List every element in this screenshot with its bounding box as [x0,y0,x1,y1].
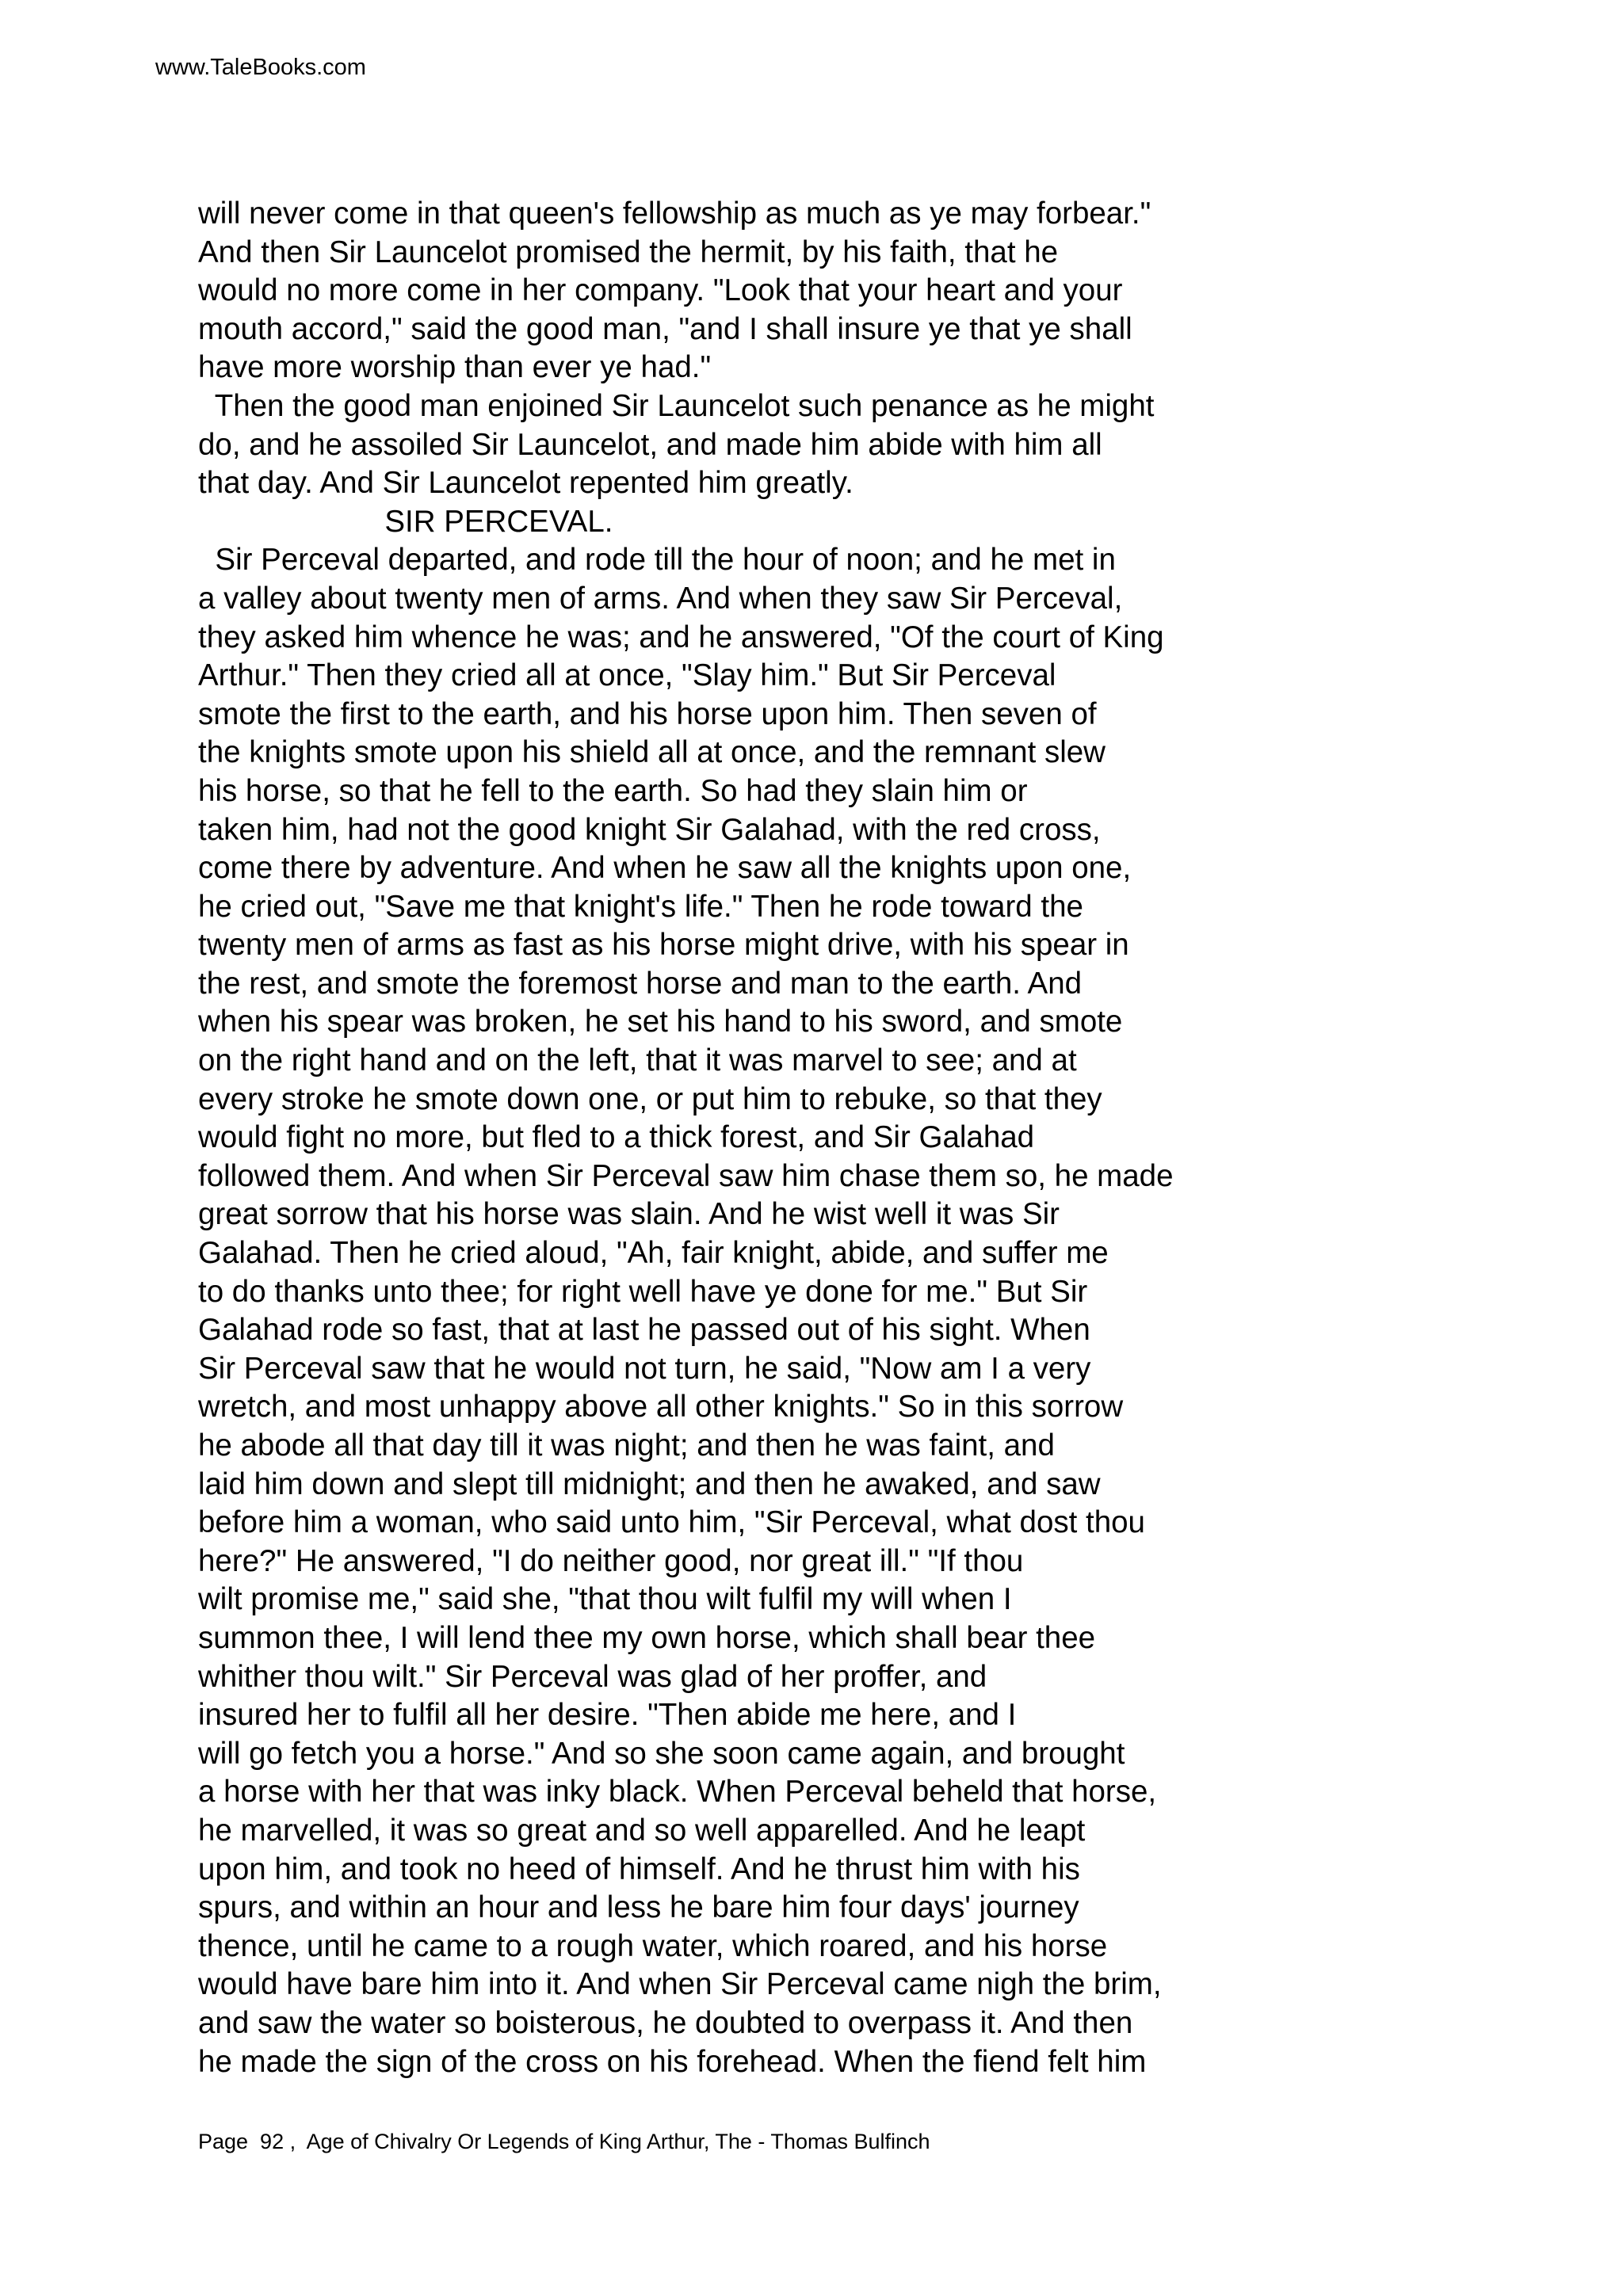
text-line: a horse with her that was inky black. When Perceval beheld that horse, [198,1775,1157,1810]
text-line: would no more come in her company. "Look that your heart and your [198,273,1123,308]
text-line: Then the good man enjoined Sir Launcelot such penance as he might [198,388,1155,423]
text-line: smote the first to the earth, and his horse upon him. Then seven of [198,696,1097,731]
text-line: his horse, so that he fell to the earth. So had they slain him or [198,773,1028,808]
text-line: wilt promise me," said she, "that thou wilt fulfil my will when I [198,1582,1012,1617]
text-line: thence, until he came to a rough water, which roared, and his horse [198,1928,1108,1963]
text-line: mouth accord," said the good man, "and I shall insure ye that ye shall [198,311,1132,346]
text-line: summon thee, I will lend thee my own horse, which shall bear thee [198,1620,1096,1655]
text-line: every stroke he smote down one, or put him to rebuke, so that they [198,1081,1102,1116]
text-line: twenty men of arms as fast as his horse might drive, with his spear in [198,928,1129,963]
text-line: he marvelled, it was so great and so well apparelled. And he leapt [198,1813,1086,1848]
text-line: before him a woman, who said unto him, "Sir Perceval, what dost thou [198,1505,1145,1540]
text-line: will never come in that queen's fellowship as much as ye may forbear." [198,196,1151,231]
text-line: insured her to fulfil all her desire. "Then abide me here, and I [198,1698,1017,1733]
text-line: have more worship than ever ye had." [198,350,712,385]
text-line: And then Sir Launcelot promised the hermit, by his faith, that he [198,235,1059,269]
text-line: taken him, had not the good knight Sir Galahad, with the red cross, [198,812,1101,847]
text-line: would fight no more, but fled to a thick forest, and Sir Galahad [198,1120,1035,1155]
text-line: come there by adventure. And when he saw all the knights upon one, [198,851,1132,886]
text-line: wretch, and most unhappy above all other knights." So in this sorrow [198,1390,1124,1425]
text-line: SIR PERCEVAL. [198,504,613,539]
text-line: he abode all that day till it was night; and then he was faint, and [198,1428,1055,1463]
text-line: Galahad. Then he cried aloud, "Ah, fair knight, abide, and suffer me [198,1236,1109,1271]
text-line: would have bare him into it. And when Sir Perceval came nigh the brim, [198,1967,1162,2002]
text-line: the knights smote upon his shield all at once, and the remnant slew [198,735,1106,770]
text-line: to do thanks unto thee; for right well have ye done for me." But Sir [198,1274,1088,1309]
text-line: here?" He answered, "I do neither good, nor great ill." "If thou [198,1543,1024,1578]
text-line: on the right hand and on the left, that it was marvel to see; and at [198,1043,1077,1078]
text-line: and saw the water so boisterous, he doubted to overpass it. And then [198,2005,1133,2040]
text-line: the rest, and smote the foremost horse and man to the earth. And [198,966,1083,1001]
text-line: Galahad rode so fast, that at last he passed out of his sight. When [198,1313,1090,1348]
text-line: great sorrow that his horse was slain. And he wist well it was Sir [198,1197,1060,1232]
site-header: www.TaleBooks.com [155,55,366,80]
text-line: will go fetch you a horse." And so she soon came again, and brought [198,1736,1125,1771]
text-line: a valley about twenty men of arms. And when they saw Sir Perceval, [198,581,1123,616]
text-line: whither thou wilt." Sir Perceval was glad of her proffer, and [198,1659,987,1694]
text-line: that day. And Sir Launcelot repented him greatly. [198,466,854,501]
text-line: they asked him whence he was; and he answered, "Of the court of King [198,620,1164,654]
page-footer: Page 92 , Age of Chivalry Or Legends of King Arthur, The - Thomas Bulfinch [198,2130,930,2153]
text-line: do, and he assoiled Sir Launcelot, and made him abide with him all [198,427,1102,462]
text-line: laid him down and slept till midnight; and then he awaked, and saw [198,1466,1101,1501]
text-line: Sir Perceval saw that he would not turn, he said, "Now am I a very [198,1351,1091,1386]
text-line: upon him, and took no heed of himself. And he thrust him with his [198,1852,1080,1886]
page-body-text [198,195,1545,2081]
text-line: when his spear was broken, he set his hand to his sword, and smote [198,1005,1123,1039]
text-line: followed them. And when Sir Perceval saw him chase them so, he made [198,1158,1174,1193]
text-line: spurs, and within an hour and less he bare him four days' journey [198,1890,1079,1925]
text-line: Sir Perceval departed, and rode till the hour of noon; and he met in [198,543,1116,578]
text-line: he made the sign of the cross on his forehead. When the fiend felt him [198,2044,1147,2079]
text-line: Arthur." Then they cried all at once, "Slay him." But Sir Perceval [198,658,1056,693]
text-line: he cried out, "Save me that knight's life." Then he rode toward the [198,889,1083,924]
